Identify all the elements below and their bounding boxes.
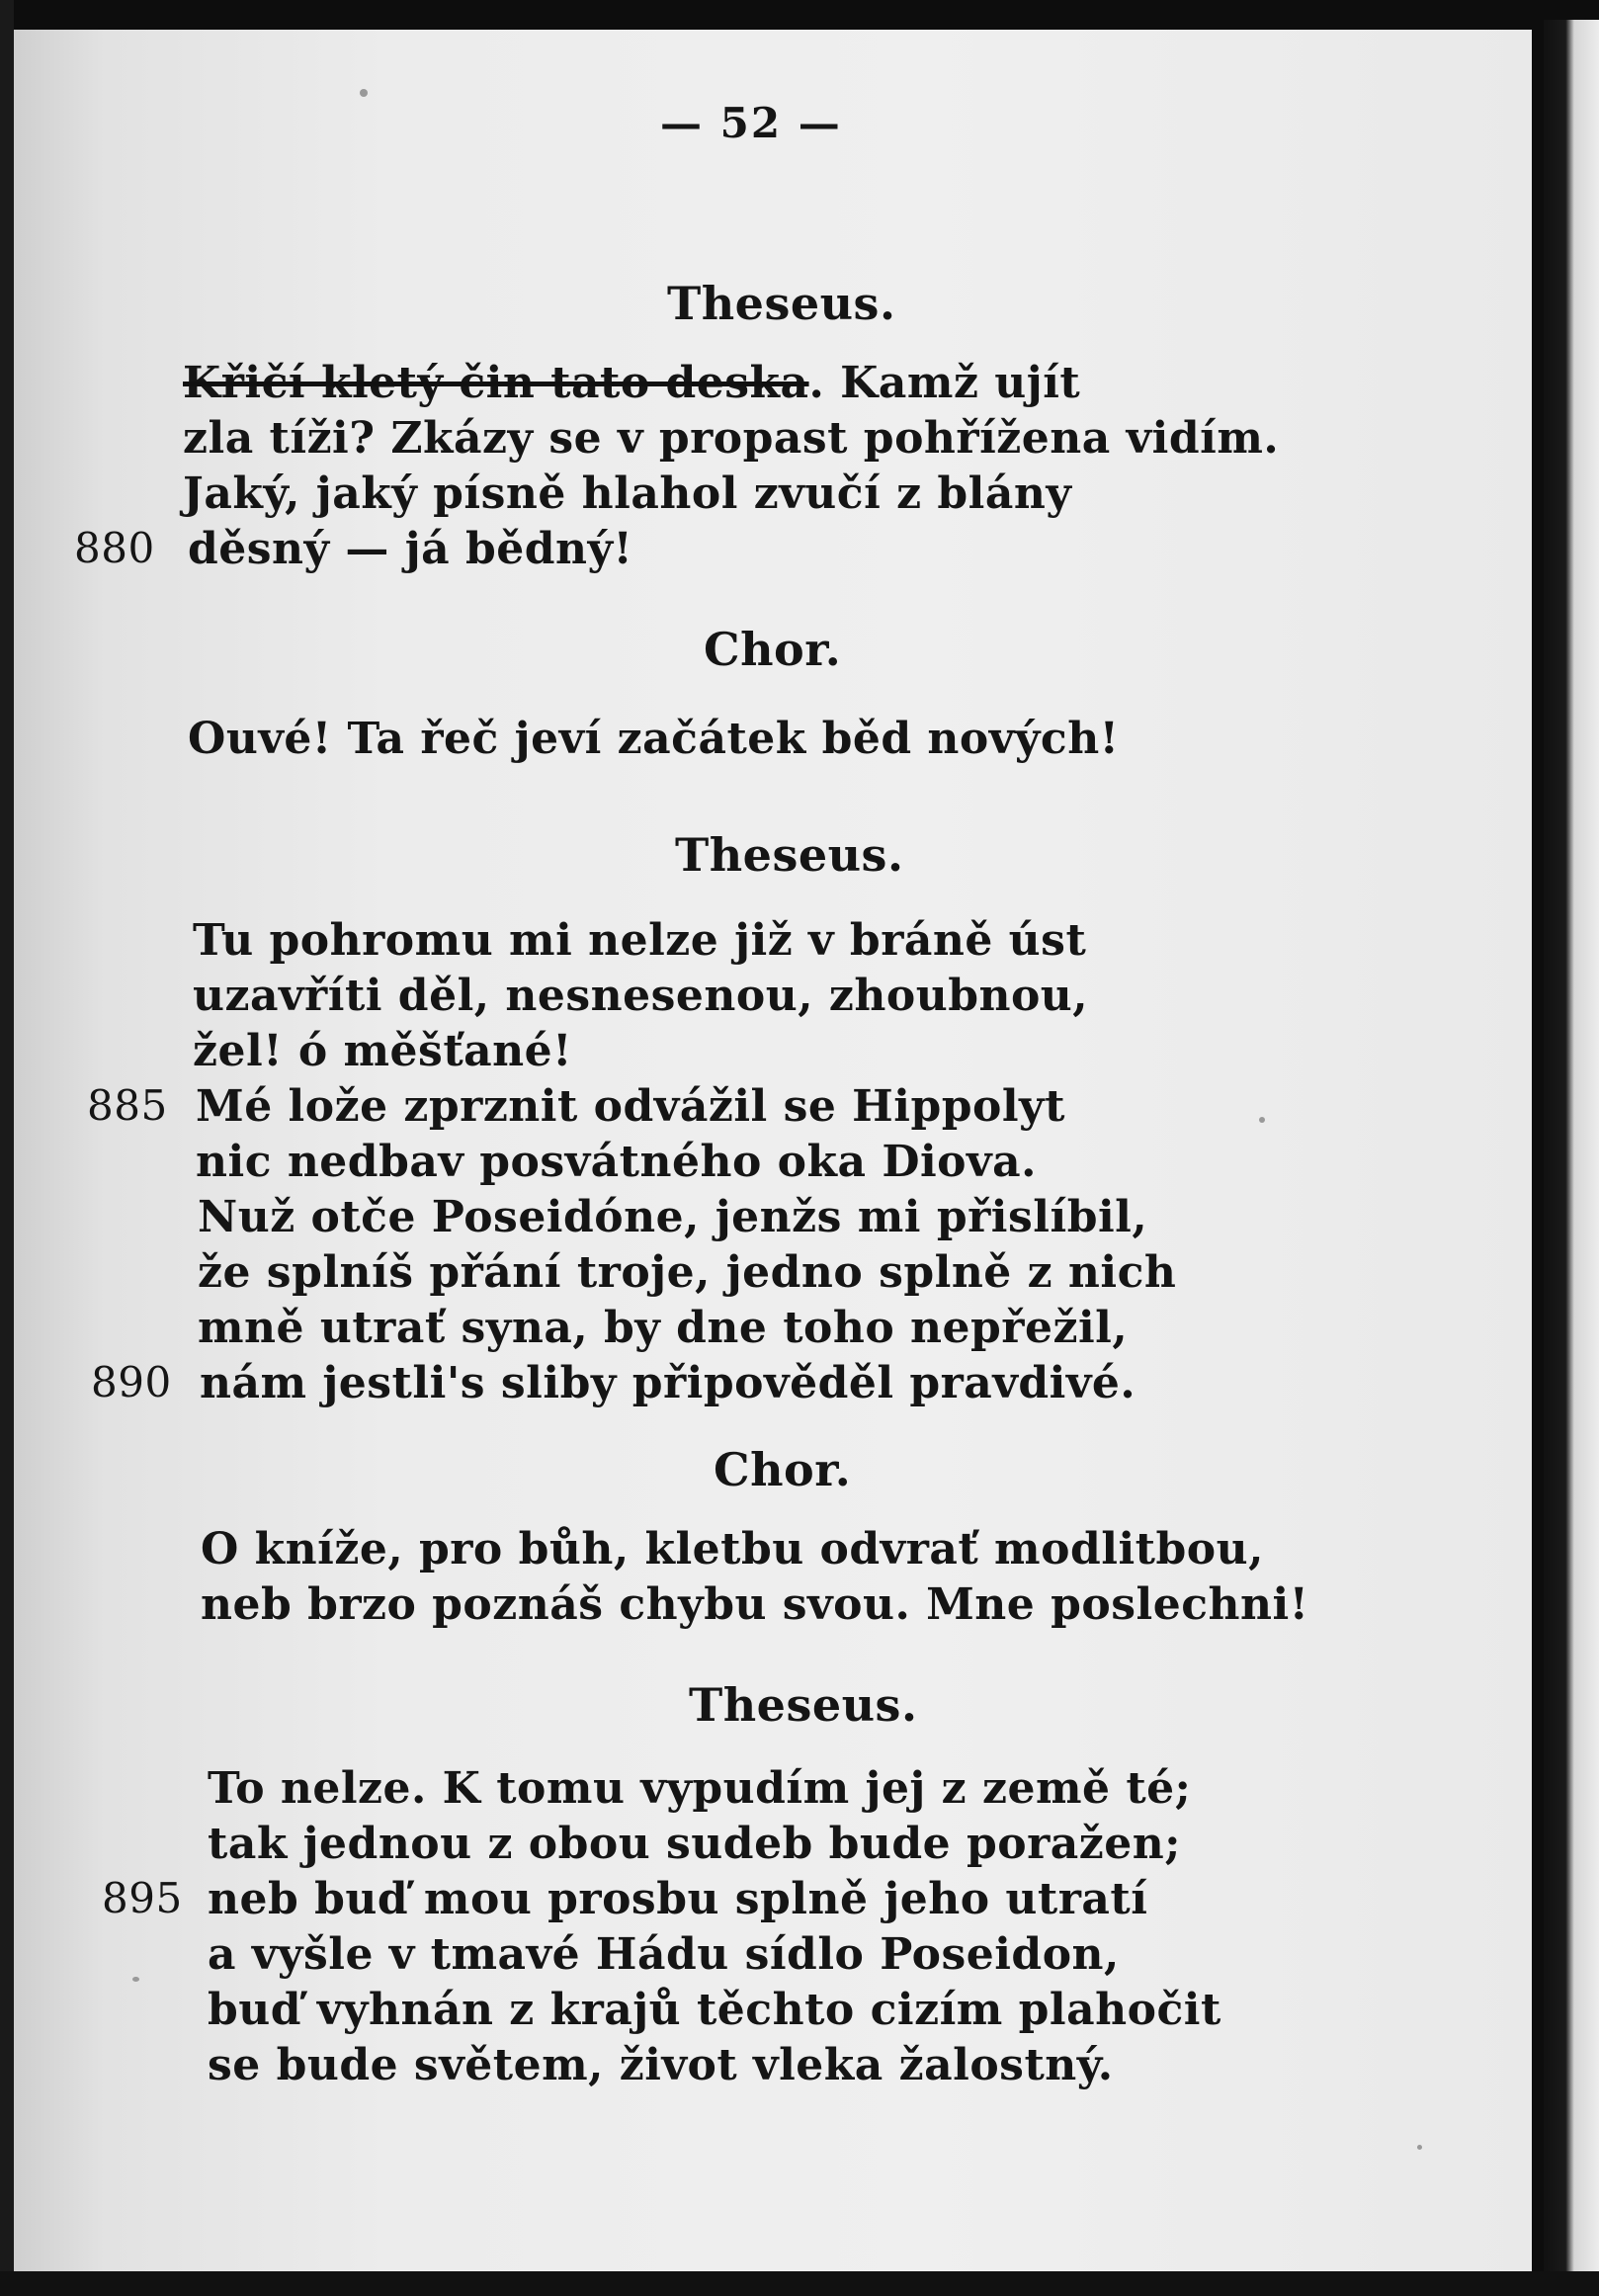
verse-line: Ouvé! Ta řeč jeví začátek běd nových! (188, 714, 1120, 764)
verse-line: nic nedbav posvátného oka Diova. (196, 1137, 1037, 1187)
scan-speck (360, 89, 368, 97)
line-number: 895 (102, 1874, 183, 1922)
verse-line: neb buď mou prosbu splně jeho utratí (208, 1874, 1148, 1924)
verse-line: se bude světem, život vleka žalostný. (208, 2040, 1114, 2090)
speaker-name: Chor. (704, 623, 842, 676)
struck-text: Křičí kletý čin tato deska (183, 358, 809, 408)
speaker-name: Theseus. (667, 277, 896, 330)
verse-line: že splníš přání troje, jedno splně z nich (198, 1247, 1177, 1298)
verse-line: mně utrať syna, by dne toho nepřežil, (198, 1303, 1129, 1353)
verse-line: Jaký, jaký písně hlahol zvučí z blány (183, 468, 1072, 519)
line-number: 880 (74, 524, 155, 572)
speaker-name: Theseus. (689, 1678, 918, 1732)
scan-speck (1417, 2145, 1422, 2150)
line-number: 890 (91, 1358, 172, 1406)
scan-speck (1259, 1117, 1265, 1123)
verse-line: Tu pohromu mi nelze již v bráně úst (193, 915, 1087, 966)
scan-border-left (0, 0, 14, 2296)
verse-line: O kníže, pro bůh, kletbu odvrať modlitbou, (201, 1524, 1264, 1574)
verse-line: zla tíži? Zkázy se v propast pohřížena vidím. (183, 413, 1280, 464)
scan-border-right (1544, 20, 1599, 2296)
verse-line: žel! ó měšťané! (193, 1026, 572, 1076)
verse-line: To nelze. K tomu vypudím jej z země té; (208, 1763, 1192, 1814)
verse-line: a vyšle v tmavé Hádu sídlo Poseidon, (208, 1929, 1120, 1980)
verse-text: . Kamž ujít (808, 358, 1081, 408)
line-number: 885 (87, 1081, 168, 1130)
verse-line: buď vyhnán z krajů těchto cizím plahočit (208, 1985, 1221, 2035)
verse-line (183, 358, 1080, 408)
verse-line: Mé lože zprznit odvážil se Hippolyt (196, 1081, 1065, 1132)
verse-line: Nuž otče Poseidóne, jenžs mi přislíbil, (198, 1192, 1148, 1242)
scan-speck (132, 1977, 139, 1982)
speaker-name: Theseus. (675, 828, 904, 882)
scan-border-bottom (0, 2271, 1599, 2296)
verse-line: nám jestli's sliby připověděl pravdivé. (200, 1358, 1136, 1408)
verse-line: neb brzo poznáš chybu svou. Mne poslechni! (201, 1579, 1309, 1630)
verse-line: děsný — já bědný! (188, 524, 633, 574)
page-number: — 52 — (660, 99, 842, 147)
verse-line: uzavříti děl, nesnesenou, zhoubnou, (193, 971, 1089, 1021)
verse-line: tak jednou z obou sudeb bude poražen; (208, 1819, 1181, 1869)
speaker-name: Chor. (714, 1443, 852, 1496)
